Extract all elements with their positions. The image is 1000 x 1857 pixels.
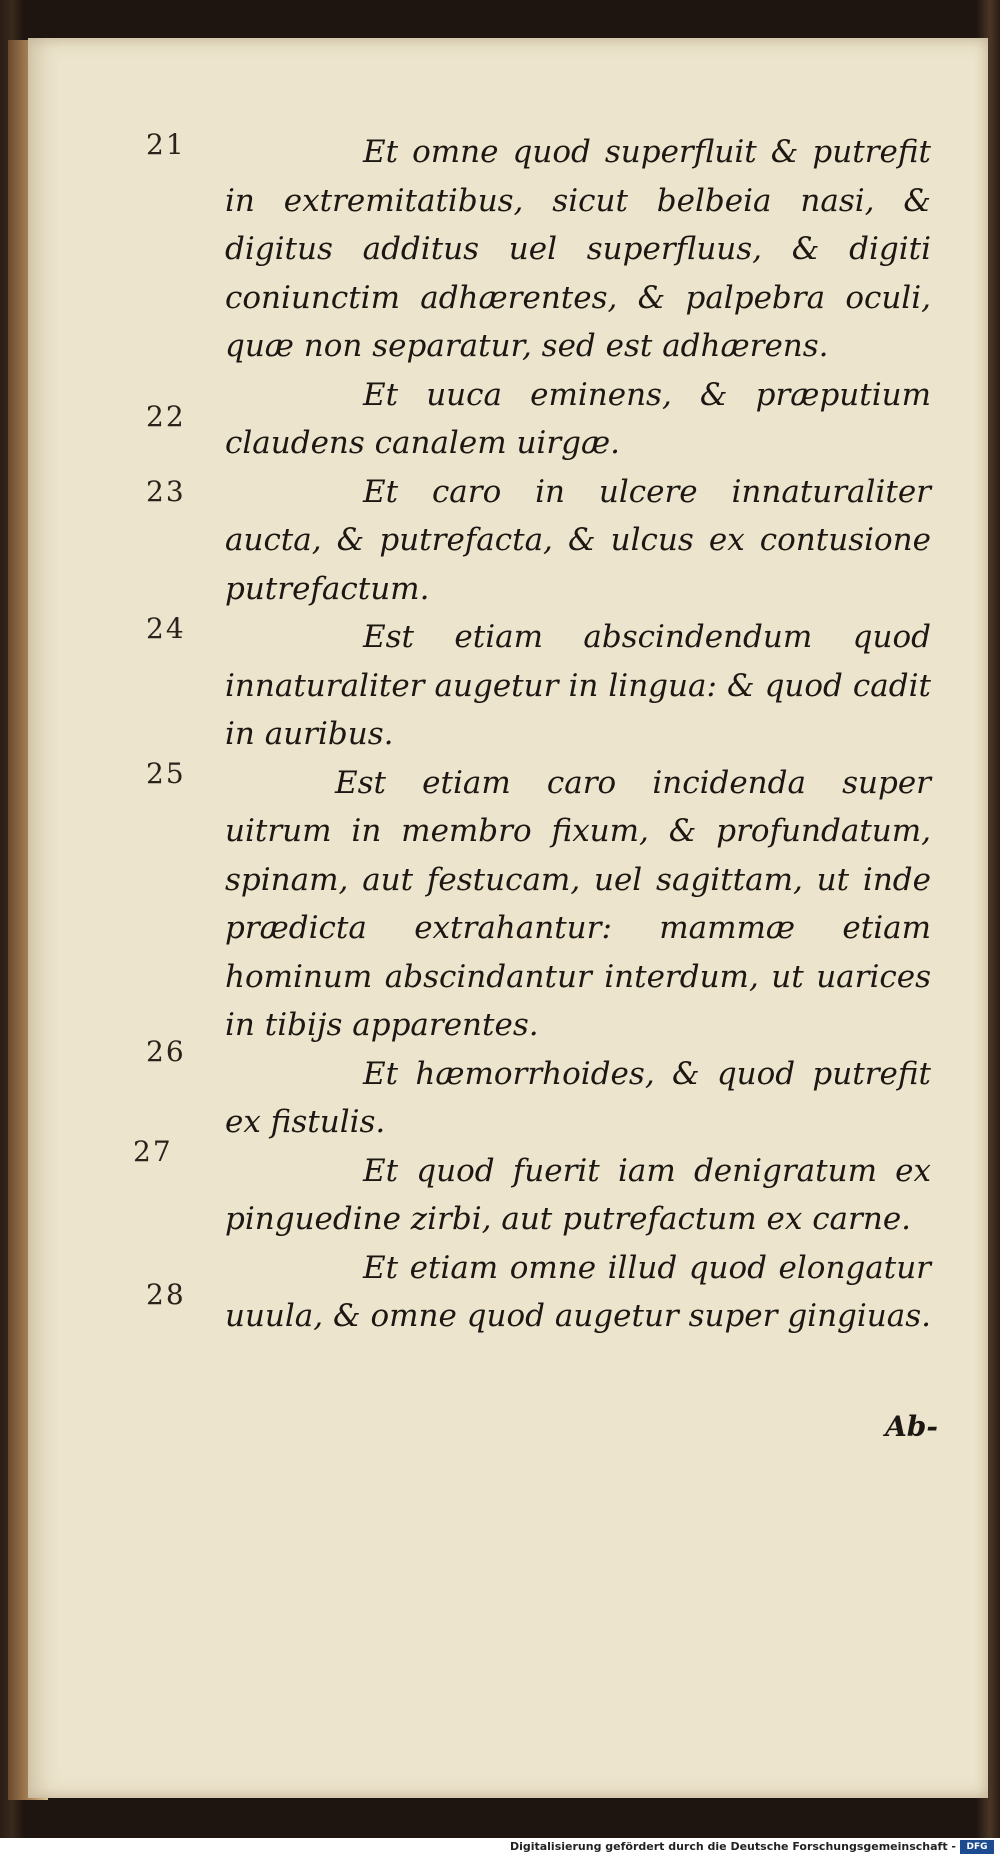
margin-number: 27 <box>133 1135 173 1168</box>
margin-number: 28 <box>146 1278 186 1311</box>
paragraph: Et quod fuerit iam denigratum ex pinguedine zirbi, aut putrefactum ex carne. <box>225 1152 931 1237</box>
margin-number: 24 <box>146 612 186 645</box>
margin-number: 21 <box>146 128 186 161</box>
paragraph: Et omne quod superfluit & putrefit in extremitatibus, sicut belbeia nasi, & digitus additus uel superfluus, & digiti coniunctim adhærentes, & palpebra oculi, quæ non separatur, sed est adhærens. <box>225 134 931 364</box>
margin-number: 26 <box>146 1035 186 1068</box>
margin-number: 23 <box>146 475 186 508</box>
funding-credit: Digitalisierung gefördert durch die Deutsche Forschungsgemeinschaft - <box>509 1840 956 1853</box>
catchword: Ab- <box>885 1410 938 1443</box>
paragraph: Est etiam caro incidenda super uitrum in membro fixum, & profundatum, spinam, aut festucam, uel sagittam, ut inde prædicta extrahantur: mammæ etiam hominum abscindantur interdum, ut uarices in tibijs apparentes. <box>225 764 931 1043</box>
page-text <box>225 128 931 1341</box>
paragraph: Est etiam abscindendum quod innaturaliter augetur in lingua: & quod cadit in auribus. <box>225 619 931 752</box>
dfg-logo: DFG <box>960 1840 994 1854</box>
paragraph: Et hæmorrhoides, & quod putrefit ex fistulis. <box>225 1055 931 1140</box>
paragraph: Et caro in ulcere innaturaliter aucta, & putrefacta, & ulcus ex contusione putrefactum. <box>225 473 931 607</box>
margin-number: 22 <box>146 400 186 433</box>
margin-number: 25 <box>146 757 186 790</box>
paragraph: Et uuca eminens, & præputium claudens canalem uirgæ. <box>225 376 931 461</box>
paragraph: Et etiam omne illud quod elongatur uuula, & omne quod augetur super gingiuas. <box>225 1249 932 1334</box>
